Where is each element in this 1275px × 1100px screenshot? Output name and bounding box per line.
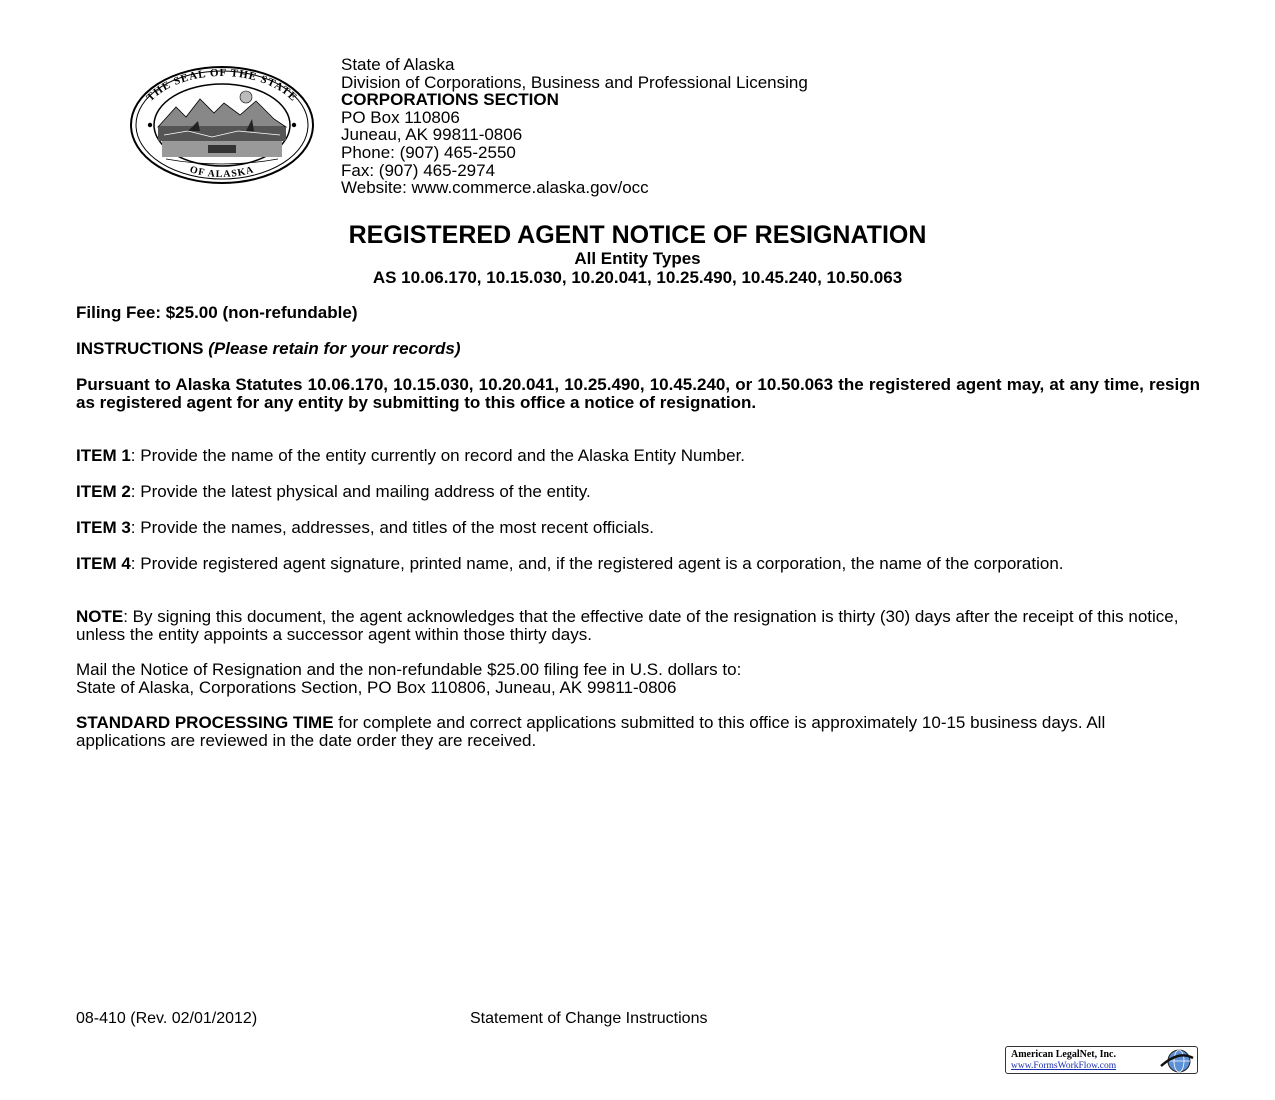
item-4-label: ITEM 4 bbox=[76, 554, 131, 573]
processing-text: for complete and correct applications submitted to this office is approximately 10-15 business days. All applications are reviewed in the date order they are received. bbox=[76, 713, 1106, 750]
agency-header bbox=[341, 56, 808, 197]
note-text: : By signing this document, the agent acknowledges that the effective date of the resignation is thirty (30) days after the receipt of this notice, unless the entity appoints a successor agent within those thirty days. bbox=[76, 607, 1179, 644]
instructions-label: INSTRUCTIONS bbox=[76, 339, 204, 358]
item-4 bbox=[76, 555, 1166, 573]
processing-label: STANDARD PROCESSING TIME bbox=[76, 713, 334, 732]
item-3-label: ITEM 3 bbox=[76, 518, 131, 537]
filing-fee: Filing Fee: $25.00 (non-refundable) bbox=[76, 303, 358, 322]
document-subtitle: All Entity Types bbox=[574, 249, 701, 268]
note-label: NOTE bbox=[76, 607, 124, 626]
seal-top-text: THE SEAL OF THE STATE bbox=[144, 66, 300, 104]
vendor-badge[interactable] bbox=[1005, 1046, 1198, 1074]
item-2-text: : Provide the latest physical and mailing address of the entity. bbox=[130, 482, 591, 501]
item-1-label: ITEM 1 bbox=[76, 446, 131, 465]
header-website: Website: www.commerce.alaska.gov/occ bbox=[341, 178, 649, 198]
svg-text:THE SEAL OF THE STATE bbox=[144, 67, 299, 104]
item-3 bbox=[76, 519, 1200, 537]
item-1-text: : Provide the name of the entity currently on record and the Alaska Entity Number. bbox=[130, 446, 746, 465]
instructions-heading bbox=[76, 340, 1200, 358]
note-paragraph bbox=[76, 608, 1186, 643]
form-footer-title: Statement of Change Instructions bbox=[470, 1010, 708, 1027]
form-number: 08-410 (Rev. 02/01/2012) bbox=[76, 1010, 258, 1027]
header-division: Division of Corporations, Business and Professional Licensing bbox=[341, 72, 808, 92]
instructions-note: (Please retain for your records) bbox=[208, 339, 461, 358]
header-city: Juneau, AK 99811-0806 bbox=[341, 125, 523, 145]
seal-bottom-text: OF ALASKA bbox=[188, 164, 256, 181]
header-state: State of Alaska bbox=[341, 55, 455, 74]
statute-references: AS 10.06.170, 10.15.030, 10.20.041, 10.25.490, 10.45.240, 10.50.063 bbox=[372, 268, 903, 287]
item-2 bbox=[76, 483, 1200, 501]
header-po-box: PO Box 110806 bbox=[341, 107, 460, 127]
mail-paragraph bbox=[76, 661, 1200, 696]
mail-line-1: Mail the Notice of Resignation and the non-refundable $25.00 filing fee in U.S. dollars to: bbox=[76, 660, 742, 679]
document-title: REGISTERED AGENT NOTICE OF RESIGNATION bbox=[348, 221, 927, 249]
item-2-label: ITEM 2 bbox=[76, 482, 131, 501]
vendor-name: American LegalNet, Inc. bbox=[1011, 1049, 1116, 1060]
pursuant-paragraph: Pursuant to Alaska Statutes 10.06.170, 10.15.030, 10.20.041, 10.25.490, 10.45.240, or 10.50.063 the registered agent may, at any time, resign as registered agent for any entity by submitting to this office a notice of resignation. bbox=[76, 375, 1200, 412]
item-4-text: : Provide registered agent signature, printed name, and, if the registered agent is a corporation, the name of the corporation. bbox=[130, 554, 1064, 573]
item-3-text: : Provide the names, addresses, and titles of the most recent officials. bbox=[130, 518, 654, 537]
vendor-url[interactable]: www.FormsWorkFlow.com bbox=[1011, 1061, 1117, 1071]
processing-paragraph bbox=[76, 714, 1106, 749]
globe-icon bbox=[1157, 1048, 1195, 1074]
header-phone: Phone: (907) 465-2550 bbox=[341, 142, 516, 162]
header-fax: Fax: (907) 465-2974 bbox=[341, 160, 496, 180]
header-section: CORPORATIONS SECTION bbox=[341, 90, 559, 110]
state-seal bbox=[128, 65, 316, 185]
mail-line-2: State of Alaska, Corporations Section, PO Box 110806, Juneau, AK 99811-0806 bbox=[76, 677, 677, 697]
item-1 bbox=[76, 447, 1200, 465]
